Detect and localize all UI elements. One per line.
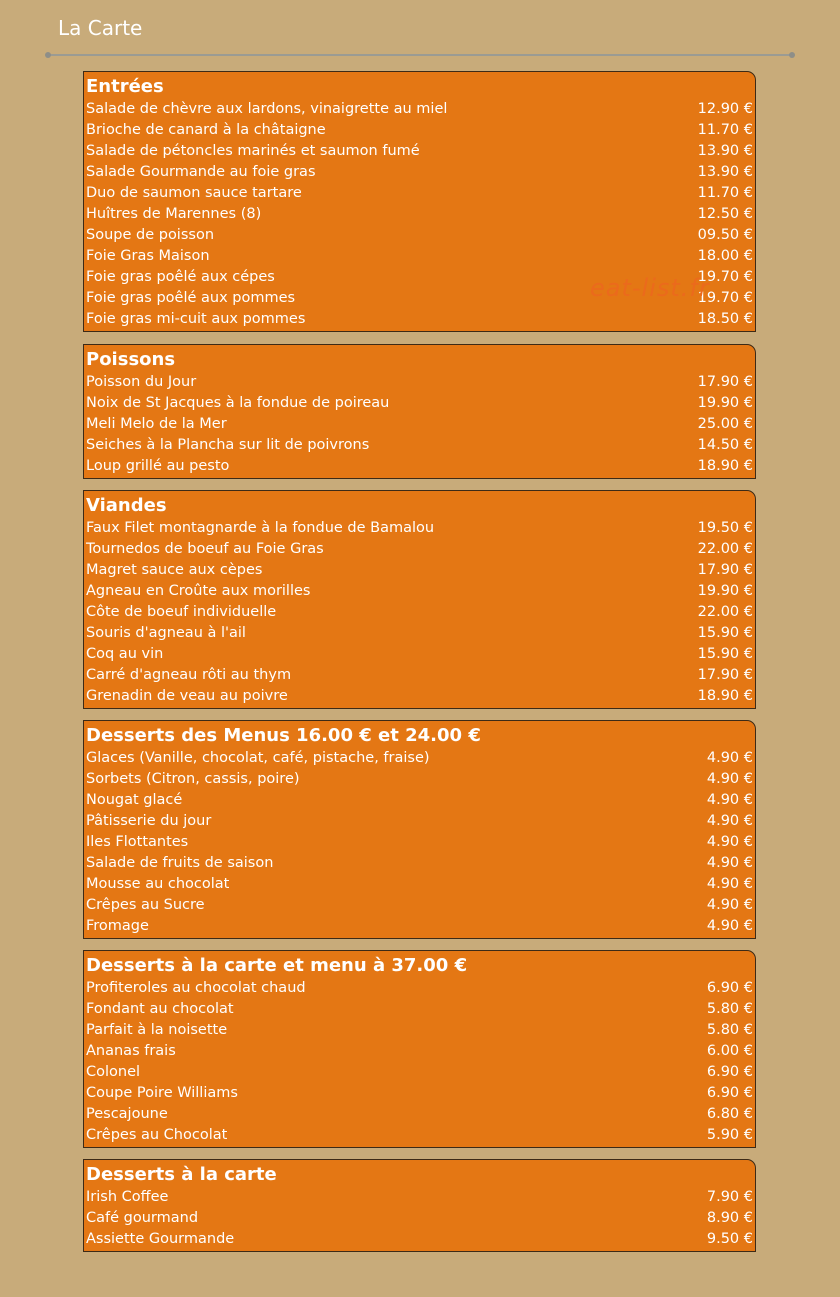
menu-item-price: 11.70 € bbox=[697, 122, 753, 138]
menu-item bbox=[86, 769, 753, 790]
menu-item-name: Crêpes au Sucre bbox=[86, 897, 205, 913]
section-title: Desserts des Menus 16.00 € et 24.00 € bbox=[86, 725, 481, 746]
menu-item-price: 4.90 € bbox=[706, 771, 753, 787]
menu-item-name: Seiches à la Plancha sur lit de poivrons bbox=[86, 437, 370, 453]
menu-item-price: 12.90 € bbox=[697, 101, 753, 117]
menu-item-name: Souris d'agneau à l'ail bbox=[86, 625, 246, 641]
menu-item-price: 4.90 € bbox=[706, 813, 753, 829]
menu-item-price: 4.90 € bbox=[706, 855, 753, 871]
menu-item bbox=[86, 1062, 753, 1083]
menu-item-name: Assiette Gourmande bbox=[86, 1231, 235, 1247]
menu-item-price: 17.90 € bbox=[697, 562, 753, 578]
menu-item-price: 19.90 € bbox=[697, 395, 753, 411]
menu-item-price: 11.70 € bbox=[697, 185, 753, 201]
menu-item bbox=[86, 832, 753, 853]
menu-item-price: 22.00 € bbox=[697, 604, 753, 620]
menu-item-name: Iles Flottantes bbox=[86, 834, 189, 850]
menu-item-name: Foie gras poêlé aux cépes bbox=[86, 269, 275, 285]
menu-item-price: 6.90 € bbox=[706, 1064, 753, 1080]
menu-item-price: 4.90 € bbox=[706, 918, 753, 934]
menu-item bbox=[86, 267, 753, 288]
menu-item-price: 17.90 € bbox=[697, 667, 753, 683]
menu-item-name: Loup grillé au pesto bbox=[86, 458, 230, 474]
menu-item-price: 4.90 € bbox=[706, 750, 753, 766]
menu-item bbox=[86, 435, 753, 456]
menu-item bbox=[86, 644, 753, 665]
menu-item bbox=[86, 1041, 753, 1062]
menu-item-name: Colonel bbox=[86, 1064, 141, 1080]
menu-item bbox=[86, 162, 753, 183]
menu-item bbox=[86, 372, 753, 393]
menu-item-name: Carré d'agneau rôti au thym bbox=[86, 667, 292, 683]
menu-item-price: 19.90 € bbox=[697, 583, 753, 599]
menu-item-price: 4.90 € bbox=[706, 897, 753, 913]
menu-item-name: Meli Melo de la Mer bbox=[86, 416, 227, 432]
menu-item-price: 12.50 € bbox=[697, 206, 753, 222]
menu-item bbox=[86, 560, 753, 581]
menu-item bbox=[86, 581, 753, 602]
menu-item bbox=[86, 978, 753, 999]
menu-item bbox=[86, 288, 753, 309]
menu-item-name: Pâtisserie du jour bbox=[86, 813, 212, 829]
section-title: Viandes bbox=[86, 495, 167, 516]
menu-item-name: Faux Filet montagnarde à la fondue de Bamalou bbox=[86, 520, 435, 536]
menu-item-name: Salade de fruits de saison bbox=[86, 855, 274, 871]
menu-item bbox=[86, 183, 753, 204]
menu-item bbox=[86, 246, 753, 267]
menu-item-name: Mousse au chocolat bbox=[86, 876, 230, 892]
menu-item-price: 8.90 € bbox=[706, 1210, 753, 1226]
menu-item-price: 6.90 € bbox=[706, 980, 753, 996]
menu-item bbox=[86, 853, 753, 874]
menu-item-name: Café gourmand bbox=[86, 1210, 199, 1226]
menu-item bbox=[86, 225, 753, 246]
menu-item-name: Glaces (Vanille, chocolat, café, pistache, fraise) bbox=[86, 750, 430, 766]
menu-item-name: Grenadin de veau au poivre bbox=[86, 688, 288, 704]
menu-item-name: Côte de boeuf individuelle bbox=[86, 604, 277, 620]
divider-endpoint-right bbox=[789, 52, 795, 58]
menu-item-price: 19.70 € bbox=[697, 290, 753, 306]
menu-item-name: Salade de chèvre aux lardons, vinaigrette au miel bbox=[86, 101, 448, 117]
menu-section bbox=[83, 1159, 756, 1252]
menu-item bbox=[86, 120, 753, 141]
menu-item-name: Fromage bbox=[86, 918, 149, 934]
menu-section bbox=[83, 71, 756, 332]
menu-item bbox=[86, 1083, 753, 1104]
section-title: Entrées bbox=[86, 76, 164, 97]
menu-item-name: Sorbets (Citron, cassis, poire) bbox=[86, 771, 300, 787]
menu-item-price: 18.90 € bbox=[697, 688, 753, 704]
menu-item-price: 9.50 € bbox=[706, 1231, 753, 1247]
menu-item-price: 25.00 € bbox=[697, 416, 753, 432]
menu-item-price: 6.80 € bbox=[706, 1106, 753, 1122]
menu-item-name: Magret sauce aux cèpes bbox=[86, 562, 263, 578]
menu-section bbox=[83, 950, 756, 1148]
menu-item-price: 18.90 € bbox=[697, 458, 753, 474]
divider-endpoint-left bbox=[45, 52, 51, 58]
menu-item-name: Profiteroles au chocolat chaud bbox=[86, 980, 306, 996]
menu-item bbox=[86, 1208, 753, 1229]
menu-item bbox=[86, 204, 753, 225]
menu-item-name: Coupe Poire Williams bbox=[86, 1085, 238, 1101]
menu-item-name: Poisson du Jour bbox=[86, 374, 197, 390]
menu-item-price: 5.90 € bbox=[706, 1127, 753, 1143]
menu-item-name: Soupe de poisson bbox=[86, 227, 215, 243]
menu-item-price: 6.90 € bbox=[706, 1085, 753, 1101]
menu-item-price: 18.00 € bbox=[697, 248, 753, 264]
menu-item bbox=[86, 1125, 753, 1146]
menu-item bbox=[86, 99, 753, 120]
menu-item-name: Parfait à la noisette bbox=[86, 1022, 228, 1038]
watermark: eat-list.fr bbox=[590, 274, 710, 302]
menu-item-price: 7.90 € bbox=[706, 1189, 753, 1205]
menu-item bbox=[86, 748, 753, 769]
menu-item bbox=[86, 686, 753, 707]
menu-item-name: Salade de pétoncles marinés et saumon fumé bbox=[86, 143, 420, 159]
menu-section bbox=[83, 720, 756, 939]
menu-item-price: 15.90 € bbox=[697, 625, 753, 641]
section-title: Poissons bbox=[86, 349, 176, 370]
menu-item bbox=[86, 309, 753, 330]
menu-item bbox=[86, 518, 753, 539]
menu-item-name: Foie gras mi-cuit aux pommes bbox=[86, 311, 306, 327]
menu-item bbox=[86, 623, 753, 644]
menu-item bbox=[86, 916, 753, 937]
menu-item-price: 15.90 € bbox=[697, 646, 753, 662]
menu-item bbox=[86, 414, 753, 435]
menu-item bbox=[86, 895, 753, 916]
menu-item-price: 5.80 € bbox=[706, 1001, 753, 1017]
menu-item bbox=[86, 811, 753, 832]
menu-item bbox=[86, 1104, 753, 1125]
menu-item-name: Tournedos de boeuf au Foie Gras bbox=[86, 541, 324, 557]
menu-item-price: 4.90 € bbox=[706, 876, 753, 892]
menu-item-name: Duo de saumon sauce tartare bbox=[86, 185, 302, 201]
menu-item bbox=[86, 456, 753, 477]
menu-item-name: Foie gras poêlé aux pommes bbox=[86, 290, 296, 306]
menu-item bbox=[86, 141, 753, 162]
menu-item-price: 4.90 € bbox=[706, 792, 753, 808]
menu-item-price: 13.90 € bbox=[697, 143, 753, 159]
menu-item-name: Nougat glacé bbox=[86, 792, 183, 808]
section-title: Desserts à la carte bbox=[86, 1164, 277, 1185]
menu-item-price: 14.50 € bbox=[697, 437, 753, 453]
menu-item-price: 22.00 € bbox=[697, 541, 753, 557]
menu-item bbox=[86, 1020, 753, 1041]
menu-section bbox=[83, 344, 756, 479]
menu-item bbox=[86, 539, 753, 560]
menu-item-name: Pescajoune bbox=[86, 1106, 168, 1122]
menu-item-name: Crêpes au Chocolat bbox=[86, 1127, 228, 1143]
menu-item-name: Ananas frais bbox=[86, 1043, 176, 1059]
menu-item bbox=[86, 393, 753, 414]
menu-item-price: 19.70 € bbox=[697, 269, 753, 285]
menu-item bbox=[86, 999, 753, 1020]
menu-item-name: Coq au vin bbox=[86, 646, 164, 662]
menu-item bbox=[86, 1229, 753, 1250]
menu-item bbox=[86, 874, 753, 895]
menu-item-name: Agneau en Croûte aux morilles bbox=[86, 583, 311, 599]
menu-item-price: 13.90 € bbox=[697, 164, 753, 180]
menu-item-price: 4.90 € bbox=[706, 834, 753, 850]
menu-item-name: Brioche de canard à la châtaigne bbox=[86, 122, 326, 138]
title-divider bbox=[48, 54, 793, 56]
menu-item-price: 18.50 € bbox=[697, 311, 753, 327]
page-title: La Carte bbox=[58, 16, 143, 40]
menu-item-name: Irish Coffee bbox=[86, 1189, 169, 1205]
menu-item bbox=[86, 602, 753, 623]
menu-item bbox=[86, 665, 753, 686]
menu-item-price: 19.50 € bbox=[697, 520, 753, 536]
menu-section bbox=[83, 490, 756, 709]
menu-item-name: Fondant au chocolat bbox=[86, 1001, 234, 1017]
menu-item-name: Salade Gourmande au foie gras bbox=[86, 164, 316, 180]
menu-item-price: 17.90 € bbox=[697, 374, 753, 390]
section-title: Desserts à la carte et menu à 37.00 € bbox=[86, 955, 468, 976]
menu-item bbox=[86, 1187, 753, 1208]
menu-item-name: Noix de St Jacques à la fondue de poireau bbox=[86, 395, 390, 411]
menu-item-price: 6.00 € bbox=[706, 1043, 753, 1059]
menu-item bbox=[86, 790, 753, 811]
menu-item-price: 09.50 € bbox=[697, 227, 753, 243]
menu-item-name: Huîtres de Marennes (8) bbox=[86, 206, 262, 222]
menu-item-name: Foie Gras Maison bbox=[86, 248, 210, 264]
menu-item-price: 5.80 € bbox=[706, 1022, 753, 1038]
